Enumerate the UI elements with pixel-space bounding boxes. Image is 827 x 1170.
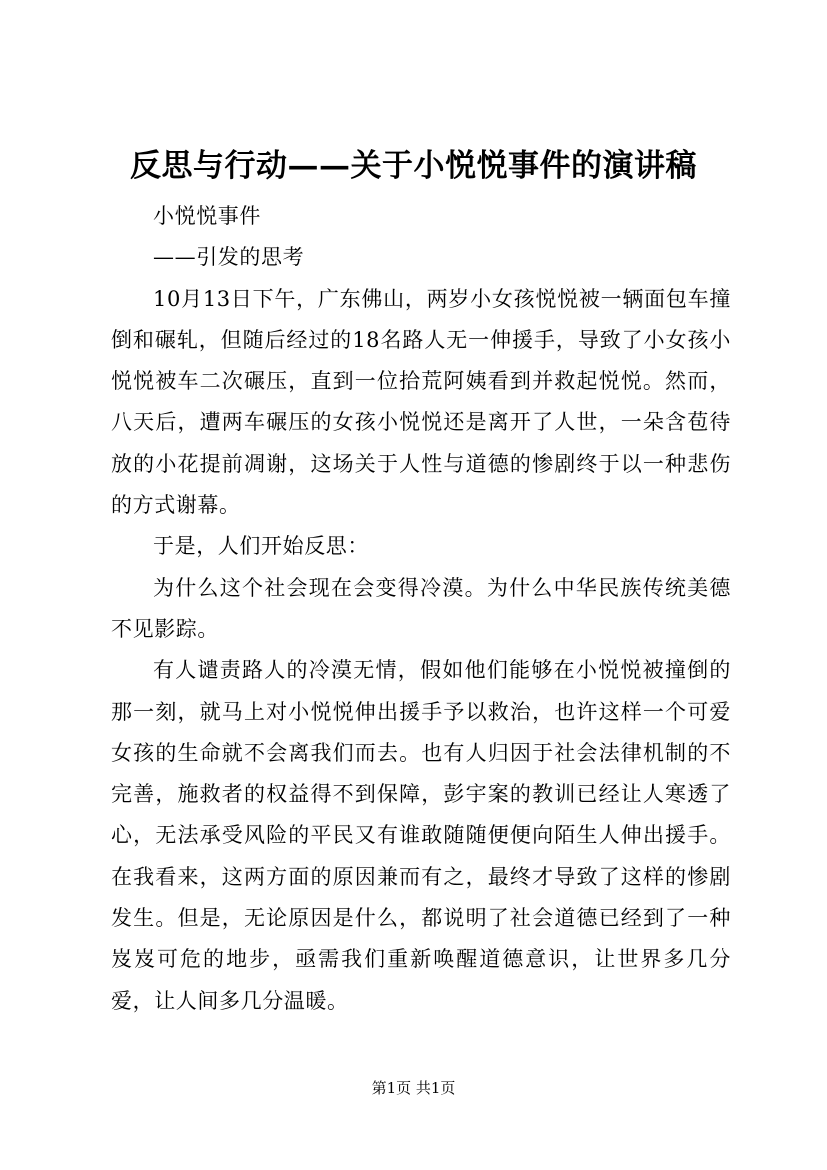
paragraph-analysis: 有人谴责路人的冷漠无情，假如他们能够在小悦悦被撞倒的那一刻，就马上对小悦悦伸出援手予以救治，也许这样一个可爱女孩的生命就不会离我们而去。也有人归因于社会法律机制的不完善，施救者的权益得不到保障，彭宇案的教训已经让人寒透了心，无法承受风险的平民又有谁敢随随便便向陌生人伸出援手。在我看来，这两方面的原因兼而有之，最终才导致了这样的惨剧发生。但是，无论原因是什么，都说明了社会道德已经到了一种岌岌可危的地步，亟需我们重新唤醒道德意识，让世界多几分爱，让人间多几分温暖。 xyxy=(111,658,731,1013)
page-footer: 第1页 共1页 xyxy=(371,1079,456,1097)
paragraph-reflection-intro: 于是，人们开始反思： xyxy=(153,534,369,559)
paragraph-event: 10月13日下午，广东佛山，两岁小女孩悦悦被一辆面包车撞倒和碾轧，但随后经过的18名路人无一伸援手，导致了小女孩小悦悦被车二次碾压，直到一位拾荒阿姨看到并救起悦悦。然而，八天后，遭两车碾压的女孩小悦悦还是离开了人世，一朵含苞待放的小花提前凋谢，这场关于人性与道德的惨剧终于以一种悲伤的方式谢幕。 xyxy=(111,286,731,518)
paragraph-questions: 为什么这个社会现在会变得冷漠。为什么中华民族传统美德不见影踪。 xyxy=(111,575,731,641)
paragraph-subtitle: 小悦悦事件 xyxy=(153,204,261,228)
paragraph-subheading: ——引发的思考 xyxy=(153,245,305,270)
document-body xyxy=(111,196,731,1022)
document-title: 反思与行动——关于小悦悦事件的演讲稿 xyxy=(130,148,697,184)
